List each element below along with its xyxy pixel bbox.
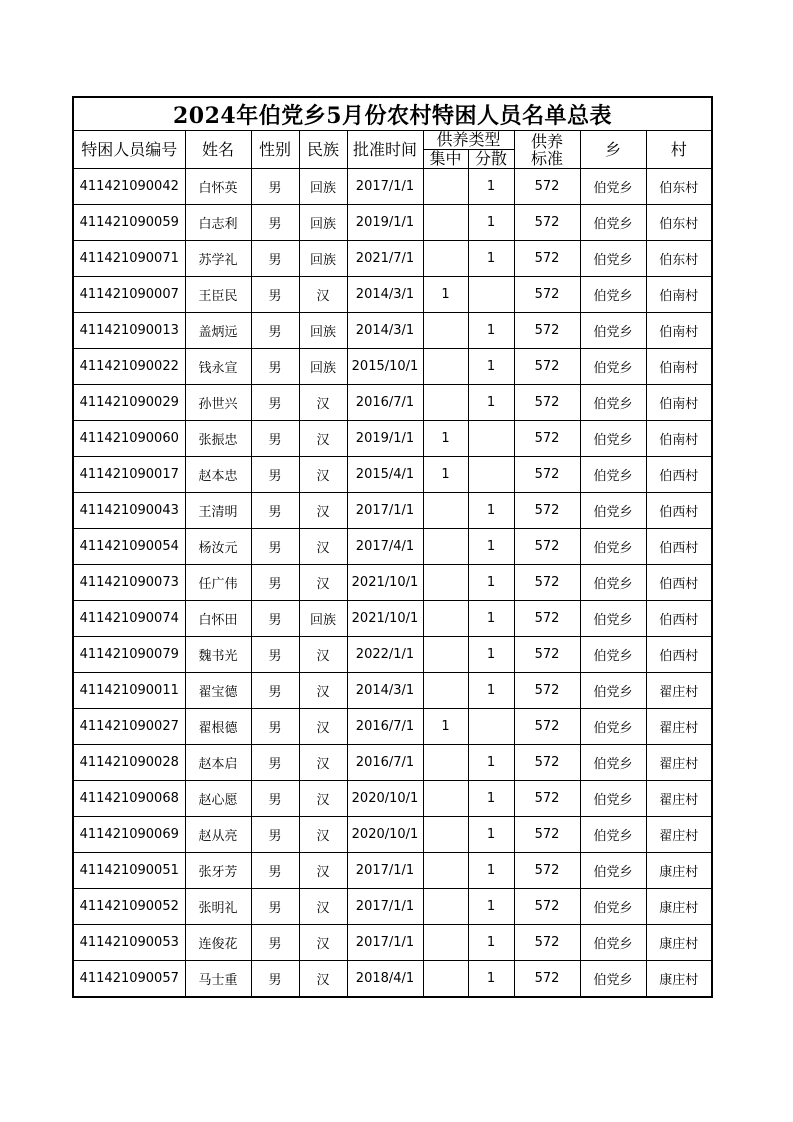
cell-village: 伯南村 xyxy=(646,313,712,349)
cell-id: 411421090052 xyxy=(73,889,185,925)
cell-ethnicity: 汉 xyxy=(299,709,347,745)
table-row xyxy=(73,853,712,889)
cell-name: 张明礼 xyxy=(185,889,251,925)
cell-name: 盖炳远 xyxy=(185,313,251,349)
table-row xyxy=(73,169,712,205)
header-support-type: 供养类型 xyxy=(423,131,514,150)
cell-ethnicity: 汉 xyxy=(299,493,347,529)
cell-dispersed: 1 xyxy=(468,601,514,637)
cell-dispersed: 1 xyxy=(468,817,514,853)
cell-name: 任广伟 xyxy=(185,565,251,601)
cell-gender: 男 xyxy=(251,493,299,529)
cell-centralized xyxy=(423,817,468,853)
table-row xyxy=(73,781,712,817)
cell-id: 411421090011 xyxy=(73,673,185,709)
cell-date: 2017/1/1 xyxy=(347,889,423,925)
cell-name: 马士重 xyxy=(185,961,251,998)
cell-village: 伯南村 xyxy=(646,421,712,457)
table-row xyxy=(73,241,712,277)
cell-dispersed xyxy=(468,709,514,745)
cell-gender: 男 xyxy=(251,709,299,745)
cell-gender: 男 xyxy=(251,205,299,241)
cell-centralized xyxy=(423,673,468,709)
cell-name: 杨汝元 xyxy=(185,529,251,565)
cell-date: 2019/1/1 xyxy=(347,421,423,457)
cell-date: 2016/7/1 xyxy=(347,385,423,421)
cell-village: 伯西村 xyxy=(646,601,712,637)
cell-township: 伯党乡 xyxy=(580,205,646,241)
roster-table xyxy=(72,96,713,998)
cell-centralized xyxy=(423,385,468,421)
cell-village: 伯南村 xyxy=(646,349,712,385)
cell-id: 411421090022 xyxy=(73,349,185,385)
cell-name: 翟宝德 xyxy=(185,673,251,709)
cell-township: 伯党乡 xyxy=(580,349,646,385)
cell-centralized xyxy=(423,565,468,601)
cell-id: 411421090074 xyxy=(73,601,185,637)
table-row xyxy=(73,277,712,313)
header-dispersed: 分散 xyxy=(468,150,514,169)
cell-ethnicity: 汉 xyxy=(299,529,347,565)
cell-village: 翟庄村 xyxy=(646,673,712,709)
cell-village: 伯西村 xyxy=(646,565,712,601)
cell-township: 伯党乡 xyxy=(580,745,646,781)
cell-name: 苏学礼 xyxy=(185,241,251,277)
cell-ethnicity: 汉 xyxy=(299,889,347,925)
cell-centralized xyxy=(423,529,468,565)
cell-centralized: 1 xyxy=(423,421,468,457)
table-row xyxy=(73,385,712,421)
cell-dispersed: 1 xyxy=(468,673,514,709)
cell-ethnicity: 汉 xyxy=(299,457,347,493)
cell-centralized xyxy=(423,313,468,349)
cell-dispersed: 1 xyxy=(468,169,514,205)
cell-id: 411421090051 xyxy=(73,853,185,889)
cell-ethnicity: 汉 xyxy=(299,277,347,313)
cell-standard: 572 xyxy=(514,565,580,601)
cell-township: 伯党乡 xyxy=(580,817,646,853)
cell-township: 伯党乡 xyxy=(580,889,646,925)
cell-id: 411421090043 xyxy=(73,493,185,529)
header-standard xyxy=(514,131,580,169)
cell-village: 翟庄村 xyxy=(646,709,712,745)
cell-ethnicity: 汉 xyxy=(299,637,347,673)
cell-gender: 男 xyxy=(251,529,299,565)
header-id: 特困人员编号 xyxy=(73,131,185,169)
cell-standard: 572 xyxy=(514,853,580,889)
cell-name: 赵心愿 xyxy=(185,781,251,817)
cell-dispersed: 1 xyxy=(468,853,514,889)
cell-centralized: 1 xyxy=(423,277,468,313)
cell-gender: 男 xyxy=(251,745,299,781)
cell-standard: 572 xyxy=(514,889,580,925)
cell-id: 411421090054 xyxy=(73,529,185,565)
cell-date: 2017/1/1 xyxy=(347,925,423,961)
cell-ethnicity: 回族 xyxy=(299,313,347,349)
cell-township: 伯党乡 xyxy=(580,961,646,998)
table-row xyxy=(73,565,712,601)
cell-id: 411421090028 xyxy=(73,745,185,781)
cell-ethnicity: 汉 xyxy=(299,925,347,961)
cell-ethnicity: 汉 xyxy=(299,781,347,817)
cell-dispersed xyxy=(468,277,514,313)
cell-standard: 572 xyxy=(514,385,580,421)
cell-gender: 男 xyxy=(251,565,299,601)
cell-date: 2014/3/1 xyxy=(347,277,423,313)
cell-centralized xyxy=(423,169,468,205)
cell-gender: 男 xyxy=(251,313,299,349)
header-date: 批准时间 xyxy=(347,131,423,169)
cell-gender: 男 xyxy=(251,637,299,673)
cell-date: 2019/1/1 xyxy=(347,205,423,241)
header-standard-label: 供养标准 xyxy=(530,131,563,168)
cell-id: 411421090029 xyxy=(73,385,185,421)
cell-date: 2017/1/1 xyxy=(347,853,423,889)
cell-township: 伯党乡 xyxy=(580,313,646,349)
cell-village: 伯西村 xyxy=(646,637,712,673)
cell-gender: 男 xyxy=(251,349,299,385)
cell-id: 411421090079 xyxy=(73,637,185,673)
cell-standard: 572 xyxy=(514,817,580,853)
cell-gender: 男 xyxy=(251,817,299,853)
cell-centralized: 1 xyxy=(423,709,468,745)
cell-village: 伯西村 xyxy=(646,457,712,493)
cell-dispersed: 1 xyxy=(468,637,514,673)
cell-centralized xyxy=(423,205,468,241)
cell-dispersed: 1 xyxy=(468,529,514,565)
cell-gender: 男 xyxy=(251,781,299,817)
cell-ethnicity: 汉 xyxy=(299,673,347,709)
cell-standard: 572 xyxy=(514,637,580,673)
cell-dispersed: 1 xyxy=(468,385,514,421)
cell-ethnicity: 回族 xyxy=(299,241,347,277)
cell-id: 411421090069 xyxy=(73,817,185,853)
table-row xyxy=(73,925,712,961)
table-row xyxy=(73,961,712,998)
cell-village: 康庄村 xyxy=(646,925,712,961)
cell-dispersed: 1 xyxy=(468,745,514,781)
page-title: 2024年伯党乡5月份农村特困人员名单总表 xyxy=(73,97,712,131)
cell-standard: 572 xyxy=(514,205,580,241)
cell-ethnicity: 汉 xyxy=(299,565,347,601)
cell-township: 伯党乡 xyxy=(580,601,646,637)
cell-village: 翟庄村 xyxy=(646,745,712,781)
cell-centralized xyxy=(423,493,468,529)
cell-dispersed: 1 xyxy=(468,889,514,925)
cell-centralized xyxy=(423,241,468,277)
cell-standard: 572 xyxy=(514,169,580,205)
cell-village: 伯南村 xyxy=(646,277,712,313)
cell-ethnicity: 汉 xyxy=(299,421,347,457)
cell-dispersed: 1 xyxy=(468,205,514,241)
cell-centralized xyxy=(423,853,468,889)
cell-dispersed: 1 xyxy=(468,493,514,529)
cell-ethnicity: 汉 xyxy=(299,961,347,998)
cell-township: 伯党乡 xyxy=(580,637,646,673)
cell-township: 伯党乡 xyxy=(580,565,646,601)
cell-name: 赵本启 xyxy=(185,745,251,781)
cell-centralized xyxy=(423,781,468,817)
cell-id: 411421090073 xyxy=(73,565,185,601)
cell-date: 2014/3/1 xyxy=(347,673,423,709)
cell-gender: 男 xyxy=(251,889,299,925)
cell-township: 伯党乡 xyxy=(580,925,646,961)
cell-ethnicity: 汉 xyxy=(299,853,347,889)
cell-standard: 572 xyxy=(514,529,580,565)
table-row xyxy=(73,745,712,781)
cell-standard: 572 xyxy=(514,349,580,385)
cell-id: 411421090042 xyxy=(73,169,185,205)
cell-standard: 572 xyxy=(514,241,580,277)
table-row xyxy=(73,313,712,349)
cell-date: 2015/10/1 xyxy=(347,349,423,385)
cell-date: 2017/1/1 xyxy=(347,169,423,205)
cell-name: 赵从亮 xyxy=(185,817,251,853)
cell-township: 伯党乡 xyxy=(580,457,646,493)
cell-standard: 572 xyxy=(514,313,580,349)
cell-gender: 男 xyxy=(251,241,299,277)
cell-name: 张振忠 xyxy=(185,421,251,457)
cell-centralized xyxy=(423,961,468,998)
table-row xyxy=(73,457,712,493)
cell-dispersed: 1 xyxy=(468,241,514,277)
table-row xyxy=(73,493,712,529)
cell-date: 2014/3/1 xyxy=(347,313,423,349)
cell-name: 魏书光 xyxy=(185,637,251,673)
cell-township: 伯党乡 xyxy=(580,169,646,205)
cell-standard: 572 xyxy=(514,925,580,961)
cell-village: 康庄村 xyxy=(646,853,712,889)
cell-date: 2016/7/1 xyxy=(347,745,423,781)
cell-standard: 572 xyxy=(514,601,580,637)
cell-id: 411421090027 xyxy=(73,709,185,745)
cell-name: 连俊花 xyxy=(185,925,251,961)
cell-ethnicity: 回族 xyxy=(299,169,347,205)
cell-standard: 572 xyxy=(514,421,580,457)
cell-standard: 572 xyxy=(514,277,580,313)
header-centralized: 集中 xyxy=(423,150,468,169)
header-township: 乡 xyxy=(580,131,646,169)
cell-village: 翟庄村 xyxy=(646,781,712,817)
cell-standard: 572 xyxy=(514,493,580,529)
cell-gender: 男 xyxy=(251,673,299,709)
cell-name: 钱永宣 xyxy=(185,349,251,385)
cell-id: 411421090017 xyxy=(73,457,185,493)
cell-date: 2020/10/1 xyxy=(347,817,423,853)
cell-village: 伯东村 xyxy=(646,169,712,205)
cell-gender: 男 xyxy=(251,925,299,961)
cell-id: 411421090060 xyxy=(73,421,185,457)
cell-township: 伯党乡 xyxy=(580,853,646,889)
cell-name: 白怀英 xyxy=(185,169,251,205)
table-row xyxy=(73,421,712,457)
header-village: 村 xyxy=(646,131,712,169)
cell-village: 伯西村 xyxy=(646,493,712,529)
cell-village: 康庄村 xyxy=(646,961,712,998)
cell-dispersed xyxy=(468,457,514,493)
cell-township: 伯党乡 xyxy=(580,421,646,457)
header-gender: 性别 xyxy=(251,131,299,169)
cell-standard: 572 xyxy=(514,745,580,781)
cell-name: 赵本忠 xyxy=(185,457,251,493)
cell-id: 411421090053 xyxy=(73,925,185,961)
table-row xyxy=(73,817,712,853)
table-row xyxy=(73,673,712,709)
table-row xyxy=(73,709,712,745)
cell-dispersed: 1 xyxy=(468,565,514,601)
cell-ethnicity: 回族 xyxy=(299,601,347,637)
cell-date: 2021/10/1 xyxy=(347,601,423,637)
cell-township: 伯党乡 xyxy=(580,493,646,529)
cell-village: 伯东村 xyxy=(646,241,712,277)
cell-dispersed: 1 xyxy=(468,781,514,817)
cell-township: 伯党乡 xyxy=(580,277,646,313)
header-name: 姓名 xyxy=(185,131,251,169)
cell-gender: 男 xyxy=(251,457,299,493)
cell-centralized xyxy=(423,637,468,673)
cell-township: 伯党乡 xyxy=(580,529,646,565)
cell-id: 411421090007 xyxy=(73,277,185,313)
cell-id: 411421090013 xyxy=(73,313,185,349)
cell-standard: 572 xyxy=(514,781,580,817)
cell-ethnicity: 回族 xyxy=(299,349,347,385)
cell-village: 伯南村 xyxy=(646,385,712,421)
cell-gender: 男 xyxy=(251,601,299,637)
cell-id: 411421090059 xyxy=(73,205,185,241)
cell-dispersed: 1 xyxy=(468,961,514,998)
cell-township: 伯党乡 xyxy=(580,385,646,421)
cell-name: 白怀田 xyxy=(185,601,251,637)
table-row xyxy=(73,349,712,385)
cell-township: 伯党乡 xyxy=(580,673,646,709)
cell-centralized xyxy=(423,889,468,925)
cell-ethnicity: 汉 xyxy=(299,745,347,781)
cell-name: 王臣民 xyxy=(185,277,251,313)
cell-id: 411421090057 xyxy=(73,961,185,998)
table-row xyxy=(73,889,712,925)
cell-centralized xyxy=(423,601,468,637)
cell-name: 张牙芳 xyxy=(185,853,251,889)
cell-dispersed: 1 xyxy=(468,925,514,961)
cell-id: 411421090071 xyxy=(73,241,185,277)
cell-ethnicity: 回族 xyxy=(299,205,347,241)
cell-dispersed: 1 xyxy=(468,349,514,385)
table-body xyxy=(73,169,712,998)
cell-date: 2022/1/1 xyxy=(347,637,423,673)
cell-ethnicity: 汉 xyxy=(299,817,347,853)
cell-standard: 572 xyxy=(514,673,580,709)
cell-village: 翟庄村 xyxy=(646,817,712,853)
cell-township: 伯党乡 xyxy=(580,241,646,277)
cell-centralized xyxy=(423,925,468,961)
cell-township: 伯党乡 xyxy=(580,781,646,817)
header-ethnicity: 民族 xyxy=(299,131,347,169)
cell-date: 2020/10/1 xyxy=(347,781,423,817)
table-row xyxy=(73,529,712,565)
cell-centralized xyxy=(423,745,468,781)
cell-village: 伯西村 xyxy=(646,529,712,565)
cell-date: 2017/4/1 xyxy=(347,529,423,565)
cell-standard: 572 xyxy=(514,709,580,745)
cell-name: 王清明 xyxy=(185,493,251,529)
table-row xyxy=(73,601,712,637)
cell-date: 2015/4/1 xyxy=(347,457,423,493)
cell-gender: 男 xyxy=(251,961,299,998)
cell-township: 伯党乡 xyxy=(580,709,646,745)
cell-standard: 572 xyxy=(514,961,580,998)
cell-village: 康庄村 xyxy=(646,889,712,925)
cell-id: 411421090068 xyxy=(73,781,185,817)
cell-village: 伯东村 xyxy=(646,205,712,241)
roster-sheet xyxy=(72,96,713,998)
cell-dispersed: 1 xyxy=(468,313,514,349)
cell-date: 2021/10/1 xyxy=(347,565,423,601)
cell-gender: 男 xyxy=(251,853,299,889)
cell-gender: 男 xyxy=(251,277,299,313)
cell-name: 孙世兴 xyxy=(185,385,251,421)
table-row xyxy=(73,637,712,673)
cell-standard: 572 xyxy=(514,457,580,493)
cell-date: 2016/7/1 xyxy=(347,709,423,745)
cell-date: 2017/1/1 xyxy=(347,493,423,529)
cell-centralized: 1 xyxy=(423,457,468,493)
cell-gender: 男 xyxy=(251,421,299,457)
cell-date: 2018/4/1 xyxy=(347,961,423,998)
cell-ethnicity: 汉 xyxy=(299,385,347,421)
cell-name: 翟根德 xyxy=(185,709,251,745)
cell-name: 白志利 xyxy=(185,205,251,241)
cell-date: 2021/7/1 xyxy=(347,241,423,277)
cell-gender: 男 xyxy=(251,169,299,205)
cell-centralized xyxy=(423,349,468,385)
cell-gender: 男 xyxy=(251,385,299,421)
table-row xyxy=(73,205,712,241)
cell-dispersed xyxy=(468,421,514,457)
